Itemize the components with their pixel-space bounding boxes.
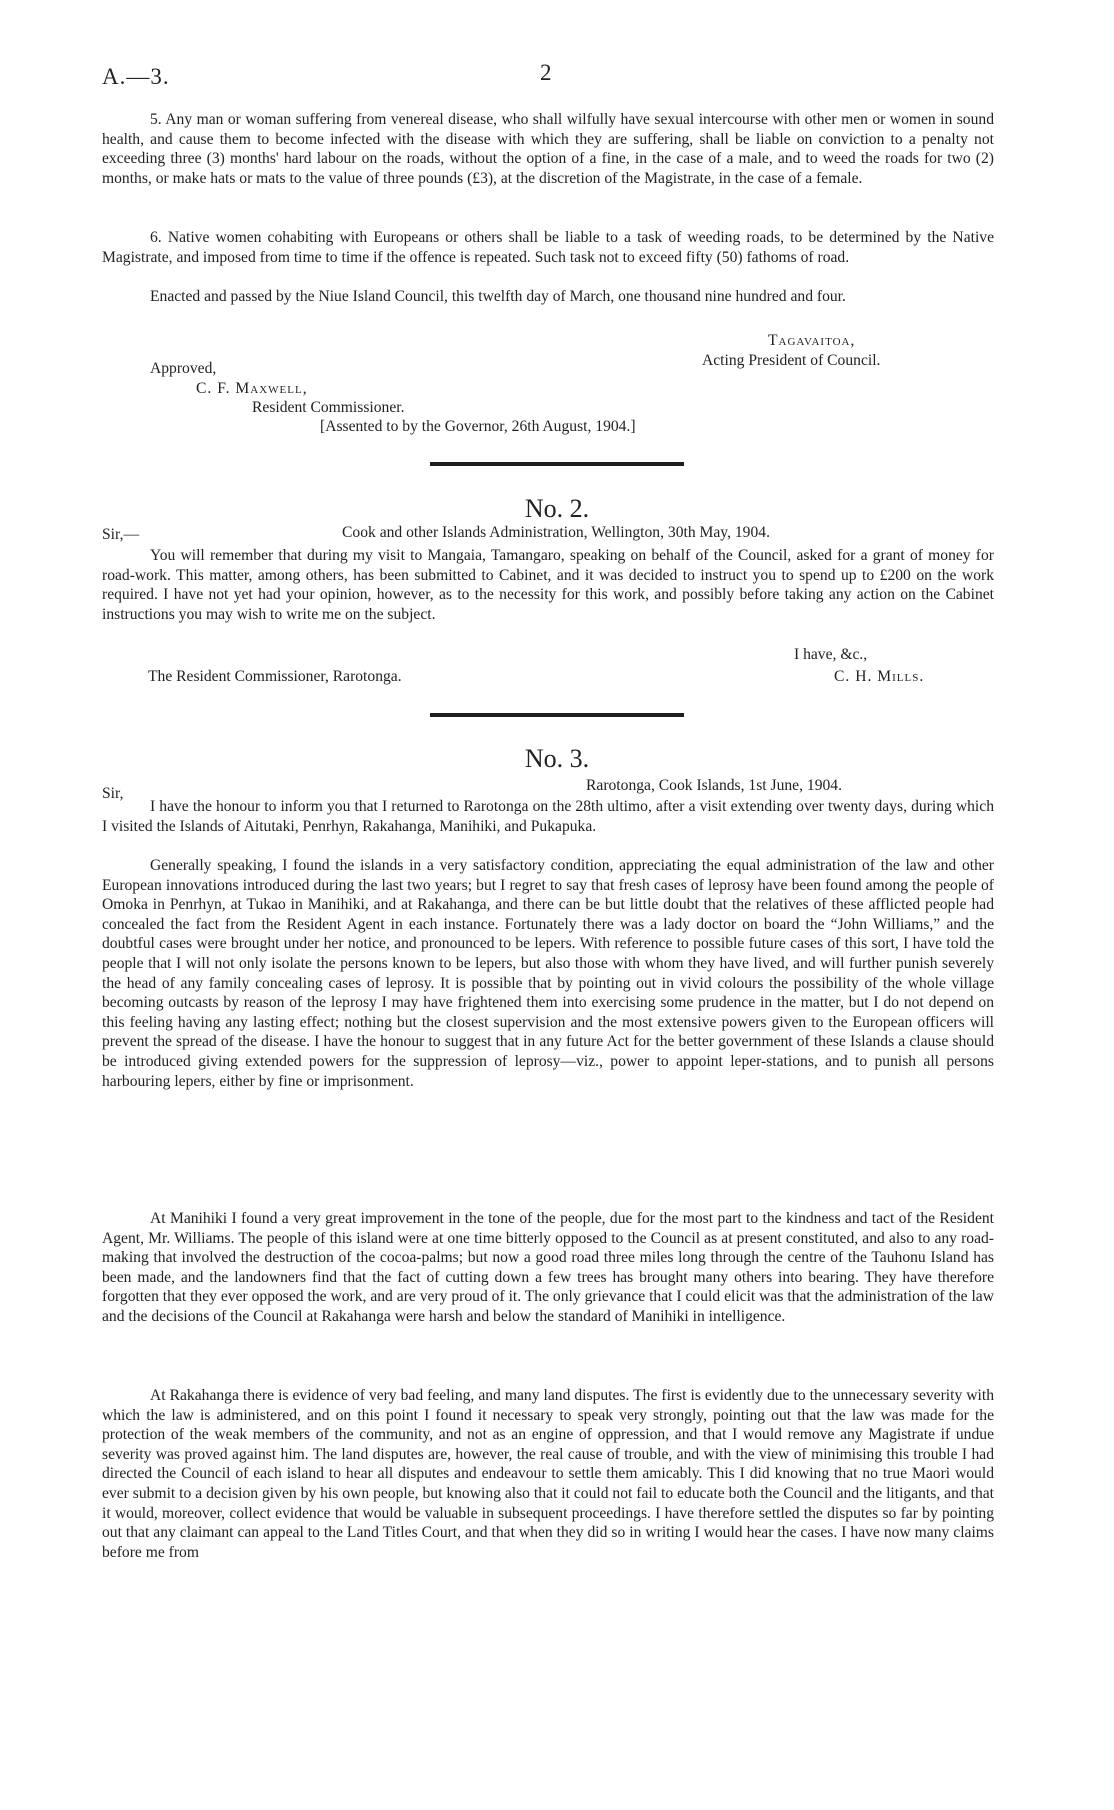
letter-3-paragraph-3: At Manihiki I found a very great improvement in the tone of the people, due for the most part to the kindness and tact of the Resident Agent, Mr. Williams. The people of this island were at one time bitterly opposed to the Council as at present constituted, and also to any road-making that involved the destruction of the cocoa-palms; but now a good road three miles long through the centre of the Tauhonu Island has been made, and the landowners find that the fact of cutting down a few trees has brought many others into bearing. They have therefore forgotten that they ever opposed the work, and are very proud of it. The only grievance that I could elicit was that the administration of the law and the decisions of the Council at Rakahanga were harsh and below the standard of Manihiki in intelligence.	[102, 1210, 994, 1325]
letter-2-closing: I have, &c.,	[794, 646, 868, 663]
letter-3-salutation: Sir,	[102, 785, 124, 802]
enactment-clause: Enacted and passed by the Niue Island Council, this twelfth day of March, one thousand nine hundred and four.	[150, 288, 846, 305]
page-reference: A.—3.	[102, 64, 170, 89]
section-divider-2	[430, 713, 684, 717]
letter-2-body: You will remember that during my visit to Mangaia, Tamangaro, speaking on behalf of the Council, asked for a grant of money for road-work. This matter, among others, has been submitted to Cabinet, and it was decided to instruct you to spend up to £200 on the work required. I have not yet had your opinion, however, as to the necessity for this work, and possibly before taking any action on the Cabinet instructions you may wish to write me on the subject.	[102, 547, 994, 623]
letter-3-paragraph-2: Generally speaking, I found the islands in a very satisfactory condition, appreciating the equal administration of the law and other European innovations introduced during the last two years; but I regret to say that fresh cases of leprosy have been found among the people of Omoka in Penrhyn, at Tukao in Manihiki, and at Rakahanga, and there can be but little doubt that the relatives of these afflicted people had concealed the fact from the Resident Agent in each instance. Fortunately there was a lady doctor on board the “John Williams,” and the doubtful cases were brought under her notice, and pronounced to be lepers. With reference to possible future cases of this sort, I have told the people that I will not only isolate the persons known to be lepers, but also those with whom they have lived, and will further punish severely the head of any family concealing cases of leprosy. It is possible that by pointing out in vivid colours the possibility of the whole village becoming outcasts by reason of the leprosy I may have frightened them into exercising some prudence in the matter, but I do not depend on this feeling having any lasting effect; nothing but the closest supervision and the most extensive powers given to the European officers will prevent the spread of the disease. I have the honour to suggest that in any future Act for the better government of these Islands a clause should be introduced giving extended powers for the suppression of leprosy—viz., power to appoint leper-stations, and to punish all persons harbouring lepers, either by fine or imprisonment.	[102, 857, 994, 1090]
letter-3-heading: No. 3.	[524, 744, 590, 773]
letter-2-salutation: Sir,—	[102, 526, 140, 543]
letter-3-paragraph-4: At Rakahanga there is evidence of very bad feeling, and many land disputes. The first is evidently due to the unnecessary severity with which the law is administered, and on this point I found it necessary to speak very strongly, pointing out that the law was made for the protection of the weak members of the community, and not as an engine of oppression, and that I would remove any Magistrate if undue severity was proved against him. The land disputes are, however, the real cause of trouble, and with the view of minimising this trouble I had directed the Council of each island to hear all disputes and endeavour to settle them amicably. This I did knowing that no true Maori would ever submit to a decision given by his own people, but knowing also that it could not fail to educate both the Council and the litigants, and that it would, moreover, collect evidence that would be valuable in subsequent proceedings. I have therefore settled the disputes so far by pointing out that any claimant can appeal to the Land Titles Court, and that when they did so in writing I would hear the cases. I have now many claims before me from	[102, 1387, 994, 1561]
letter-3-paragraph-1: I have the honour to inform you that I returned to Rarotonga on the 28th ultimo, after a visit extending over twenty days, during which I visited the Islands of Aitutaki, Penrhyn, Rakahanga, Manihiki, and Pukapuka.	[102, 798, 994, 835]
section-divider	[430, 462, 684, 466]
letter-2-addressee: The Resident Commissioner, Rarotonga.	[148, 668, 402, 685]
letter-2-heading: No. 2.	[524, 494, 590, 523]
approver-title: Resident Commissioner.	[252, 399, 405, 416]
page-number: 2	[540, 60, 552, 85]
letter-2-dateline: Cook and other Islands Administration, Wellington, 30th May, 1904.	[342, 524, 770, 541]
signatory-title: Acting President of Council.	[702, 352, 881, 369]
clause-6: 6. Native women cohabiting with Europeans or others shall be liable to a task of weeding roads, to be determined by the Native Magistrate, and imposed from time to time if the offence is repeated. Such task not to exceed fifty (50) fathoms of road.	[102, 229, 994, 266]
signatory-name: Tagavaitoa,	[768, 332, 856, 349]
approver-name: C. F. Maxwell,	[196, 380, 308, 397]
letter-2-signature: C. H. Mills.	[834, 668, 925, 685]
clause-5: 5. Any man or woman suffering from venereal disease, who shall wilfully have sexual intercourse with other men or women in sound health, and cause them to become infected with the disease with which they are suffering, shall be liable on conviction to a penalty not exceeding three (3) months' hard labour on the roads, without the option of a fine, in the case of a male, and to weed the roads for two (2) months, or make hats or mats to the value of three pounds (£3), at the discretion of the Magistrate, in the case of a female.	[102, 111, 994, 187]
assent-note: [Assented to by the Governor, 26th August, 1904.]	[320, 418, 636, 435]
approved-label: Approved,	[150, 360, 217, 377]
letter-3-dateline: Rarotonga, Cook Islands, 1st June, 1904.	[586, 777, 842, 794]
